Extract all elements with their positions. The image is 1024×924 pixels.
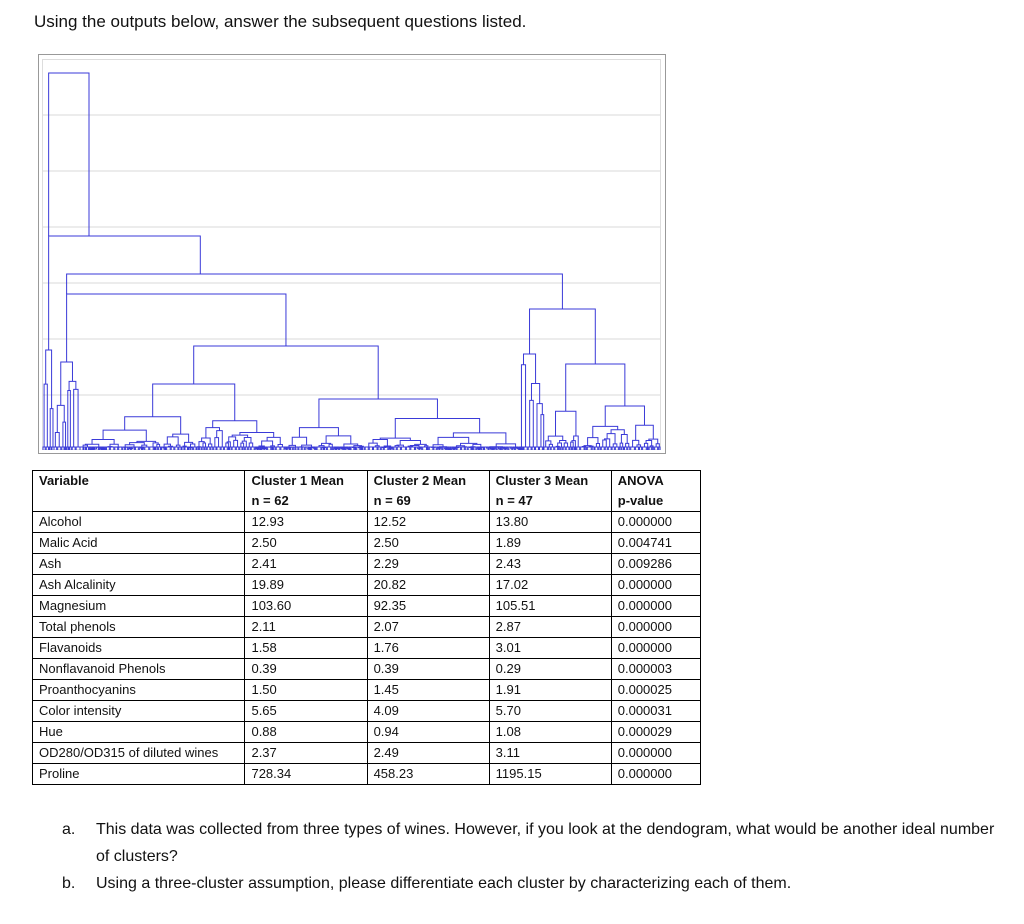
table-cell: Color intensity xyxy=(33,701,245,722)
table-cell: 2.50 xyxy=(367,533,489,554)
table-cell: 458.23 xyxy=(367,764,489,785)
table-row xyxy=(33,659,701,680)
table-cell: 92.35 xyxy=(367,596,489,617)
table-header-row xyxy=(33,471,701,492)
table-cell: 0.000003 xyxy=(611,659,700,680)
table-cell: 2.37 xyxy=(245,743,367,764)
table-subheader-row xyxy=(33,491,701,512)
table-cell: 1.08 xyxy=(489,722,611,743)
table-cell: Magnesium xyxy=(33,596,245,617)
question-a-marker: a. xyxy=(62,821,76,838)
table-cell: 0.000031 xyxy=(611,701,700,722)
table-cell: 19.89 xyxy=(245,575,367,596)
table-cell: 0.000000 xyxy=(611,596,700,617)
table-cell: 1.91 xyxy=(489,680,611,701)
question-b-text: Using a three-cluster assumption, please differentiate each cluster by characterizing each of them. xyxy=(96,875,792,892)
table-cell: 2.49 xyxy=(367,743,489,764)
table-row xyxy=(33,638,701,659)
table-cell: Malic Acid xyxy=(33,533,245,554)
table-cell: Ash xyxy=(33,554,245,575)
table-cell: 0.39 xyxy=(367,659,489,680)
table-cell: n = 69 xyxy=(367,491,489,512)
questions-list xyxy=(62,816,1012,897)
table-cell: 17.02 xyxy=(489,575,611,596)
table-row xyxy=(33,722,701,743)
table-cell: 1.58 xyxy=(245,638,367,659)
table-cell: 2.41 xyxy=(245,554,367,575)
table-cell: 0.000025 xyxy=(611,680,700,701)
cluster-means-table xyxy=(32,470,701,785)
table-cell: ANOVA xyxy=(611,471,700,492)
table-cell: 1.89 xyxy=(489,533,611,554)
table-row xyxy=(33,596,701,617)
table-cell: 0.000000 xyxy=(611,743,700,764)
table-cell: 0.009286 xyxy=(611,554,700,575)
table-cell: 2.07 xyxy=(367,617,489,638)
dendrogram-link xyxy=(647,447,648,450)
table-row xyxy=(33,533,701,554)
table-cell: Alcohol xyxy=(33,512,245,533)
table-cell: Proline xyxy=(33,764,245,785)
table-row xyxy=(33,554,701,575)
table-cell: 5.65 xyxy=(245,701,367,722)
table-cell: Hue xyxy=(33,722,245,743)
table-cell: 12.93 xyxy=(245,512,367,533)
table-cell: 0.000000 xyxy=(611,617,700,638)
table-cell: 2.29 xyxy=(367,554,489,575)
table-cell: 105.51 xyxy=(489,596,611,617)
table-row xyxy=(33,680,701,701)
question-b xyxy=(62,870,1012,897)
table-cell: 4.09 xyxy=(367,701,489,722)
table-cell: Cluster 3 Mean xyxy=(489,471,611,492)
table-cell: 1.76 xyxy=(367,638,489,659)
table-row xyxy=(33,617,701,638)
dendrogram-link xyxy=(428,447,429,450)
table-cell: 20.82 xyxy=(367,575,489,596)
table-cell: n = 47 xyxy=(489,491,611,512)
table-row xyxy=(33,764,701,785)
table-cell: 0.000029 xyxy=(611,722,700,743)
table-cell: Cluster 2 Mean xyxy=(367,471,489,492)
table-cell: 728.34 xyxy=(245,764,367,785)
table-cell: 0.004741 xyxy=(611,533,700,554)
table-row xyxy=(33,575,701,596)
table-cell: n = 62 xyxy=(245,491,367,512)
table-cell: Flavanoids xyxy=(33,638,245,659)
table-cell: 12.52 xyxy=(367,512,489,533)
table-cell: 3.01 xyxy=(489,638,611,659)
table-cell: 2.50 xyxy=(245,533,367,554)
table-cell: 2.43 xyxy=(489,554,611,575)
question-a-text: This data was collected from three types of wines. However, if you look at the dendogram, what would be another ideal number of clusters? xyxy=(96,821,995,865)
table-row xyxy=(33,512,701,533)
table-cell: Nonflavanoid Phenols xyxy=(33,659,245,680)
table-cell: Cluster 1 Mean xyxy=(245,471,367,492)
table-row xyxy=(33,701,701,722)
dendrogram-chart xyxy=(34,54,666,454)
table-cell xyxy=(33,491,245,512)
table-cell: 5.70 xyxy=(489,701,611,722)
table-row xyxy=(33,743,701,764)
question-a xyxy=(62,816,1012,870)
table-cell: 1.50 xyxy=(245,680,367,701)
table-cell: Total phenols xyxy=(33,617,245,638)
dendrogram-link xyxy=(575,447,576,450)
table-cell: 13.80 xyxy=(489,512,611,533)
table-cell: 0.94 xyxy=(367,722,489,743)
question-b-marker: b. xyxy=(62,875,76,892)
table-cell: Ash Alcalinity xyxy=(33,575,245,596)
table-cell: Proanthocyanins xyxy=(33,680,245,701)
table-cell: 0.88 xyxy=(245,722,367,743)
table-cell: 0.29 xyxy=(489,659,611,680)
table-cell: 3.11 xyxy=(489,743,611,764)
dendrogram-frame xyxy=(39,55,666,454)
table-cell: 1.45 xyxy=(367,680,489,701)
table-cell: p-value xyxy=(611,491,700,512)
table-cell: 0.000000 xyxy=(611,638,700,659)
table-cell: OD280/OD315 of diluted wines xyxy=(33,743,245,764)
table-cell: 2.87 xyxy=(489,617,611,638)
table-cell: Variable xyxy=(33,471,245,492)
table-cell: 1195.15 xyxy=(489,764,611,785)
table-cell: 2.11 xyxy=(245,617,367,638)
table-cell: 0.39 xyxy=(245,659,367,680)
table-cell: 103.60 xyxy=(245,596,367,617)
table-cell: 0.000000 xyxy=(611,764,700,785)
intro-text: Using the outputs below, answer the subsequent questions listed. xyxy=(34,12,527,31)
table-cell: 0.000000 xyxy=(611,512,700,533)
table-cell: 0.000000 xyxy=(611,575,700,596)
